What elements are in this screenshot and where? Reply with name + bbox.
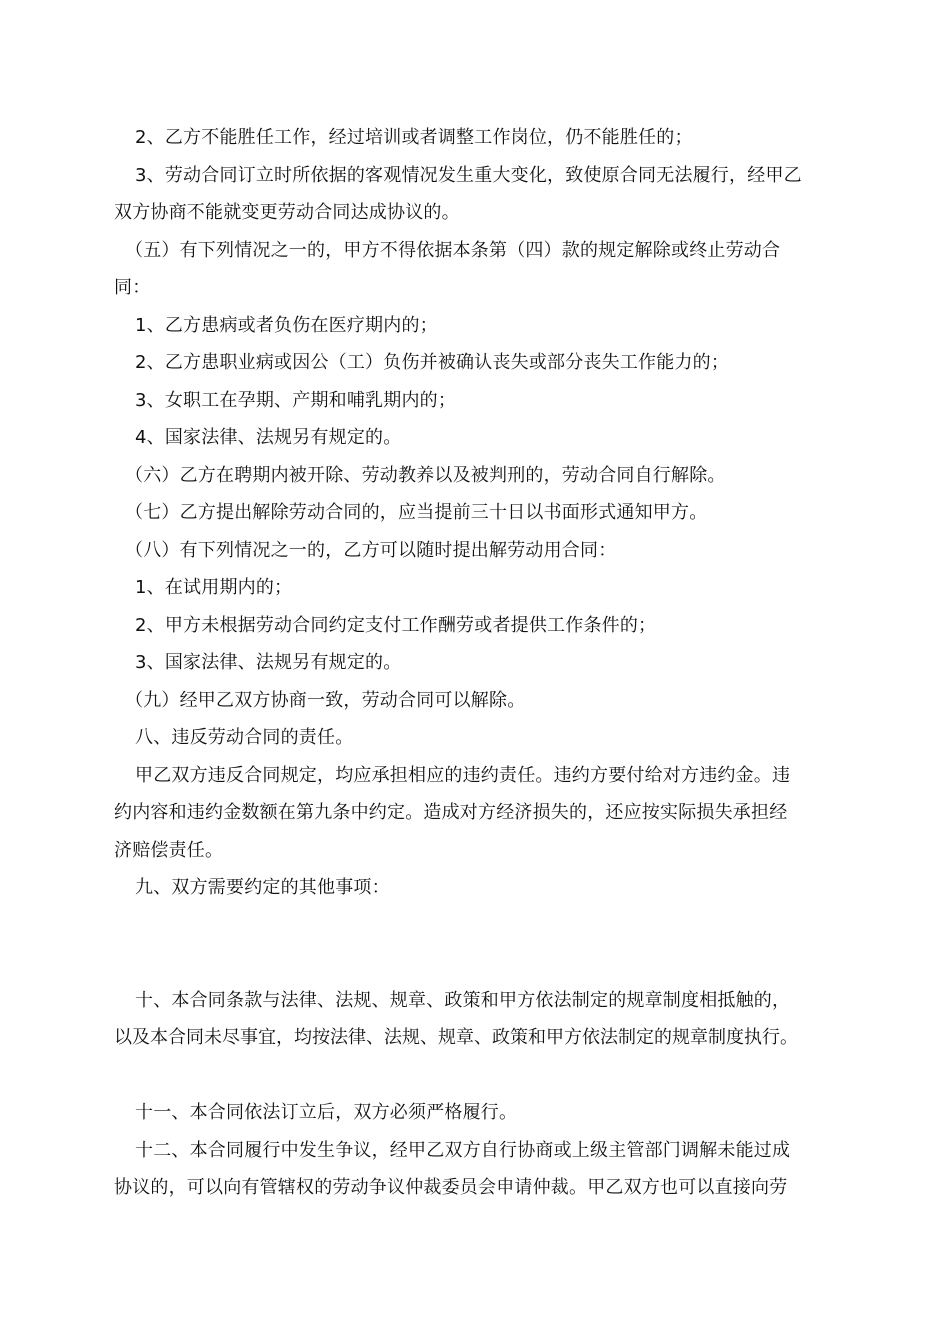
text-line: 协议的，可以向有管辖权的劳动争议仲裁委员会申请仲裁。甲乙双方也可以直接向劳 [114,1177,788,1198]
text-line: （六）乙方在聘期内被开除、劳动教养以及被判刑的，劳动合同自行解除。 [125,465,726,486]
text-line: 4、国家法律、法规另有规定的。 [135,427,402,448]
text-line: 约内容和违约金数额在第九条中约定。造成对方经济损失的，还应按实际损失承担经 [114,802,788,823]
text-line: 2、乙方不能胜任工作，经过培训或者调整工作岗位，仍不能胜任的； [135,127,693,148]
text-line: 3、国家法律、法规另有规定的。 [135,652,402,673]
text-line: 甲乙双方违反合同规定，均应承担相应的违约责任。违约方要付给对方违约金。违 [135,765,791,786]
text-line: 3、女职工在孕期、产期和哺乳期内的； [135,390,457,411]
text-line: 同： [114,277,151,298]
text-line: 九、双方需要约定的其他事项： [135,877,390,898]
text-line: 十一、本合同依法订立后，双方必须严格履行。 [135,1102,518,1123]
text-line: 2、乙方患职业病或因公（工）负伤并被确认丧失或部分丧失工作能力的； [135,352,730,373]
text-line: 十、本合同条款与法律、法规、规章、政策和甲方依法制定的规章制度相抵触的， [135,990,791,1011]
text-line: 济赔偿责任。 [114,840,224,861]
text-line: 3、劳动合同订立时所依据的客观情况发生重大变化，致使原合同无法履行，经甲乙 [135,165,802,186]
text-line: 2、甲方未根据劳动合同约定支付工作酬劳或者提供工作条件的； [135,615,657,636]
text-line: 八、违反劳动合同的责任。 [135,727,354,748]
text-line: （八）有下列情况之一的，乙方可以随时提出解劳动用合同： [125,540,617,561]
text-line: （七）乙方提出解除劳动合同的，应当提前三十日以书面形式通知甲方。 [125,502,708,523]
text-line: （九）经甲乙双方协商一致，劳动合同可以解除。 [125,690,526,711]
text-line: 1、在试用期内的； [135,577,293,598]
text-line: 以及本合同未尽事宜，均按法律、法规、规章、政策和甲方依法制定的规章制度执行。 [114,1027,798,1048]
text-line: 双方协商不能就变更劳动合同达成协议的。 [114,202,460,223]
text-line: 1、乙方患病或者负伤在医疗期内的； [135,315,438,336]
text-line: （五）有下列情况之一的，甲方不得依据本条第（四）款的规定解除或终止劳动合 [125,240,781,261]
text-line: 十二、本合同履行中发生争议，经甲乙双方自行协商或上级主管部门调解未能过成 [135,1140,791,1161]
